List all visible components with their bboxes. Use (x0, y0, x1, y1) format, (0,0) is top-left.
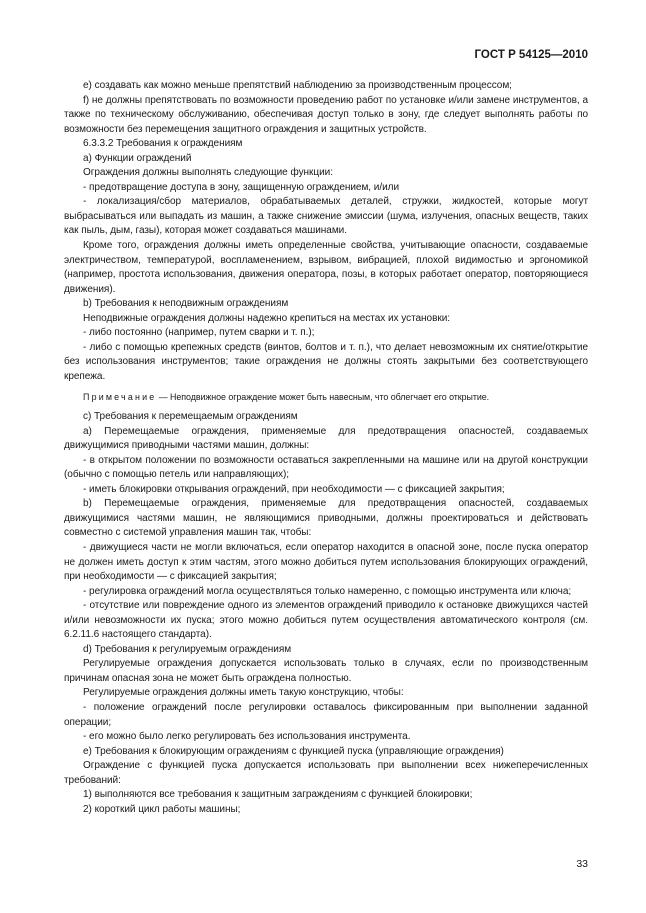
list-item: - положение ограждений после регулировки оставалось фиксированным при выполнении заданной операции; (64, 701, 588, 728)
paragraph: Кроме того, ограждения должны иметь определенные свойства, учитывающие опасности, создаваемые электричеством, температурой, воспламенением, взрывом, вибрацией, плохой видимостью и эргономикой (например, простота использования, движения оператора, позы, в которых работает оператор, повторяющиеся движения). (64, 240, 588, 295)
document-body (64, 79, 588, 817)
list-item: - регулировка ограждений могла осуществляться только намеренно, с помощью инструмента или ключа; (83, 585, 572, 597)
section-heading: 6.3.3.2 Требования к ограждениям (83, 138, 243, 150)
list-item: - локализация/сбор материалов, обрабатываемых деталей, стружки, жидкостей, которые могут выбрасываться или выпадать из машин, а также снижение эмиссии (шума, излучения, опасных веществ, таких как пыль, дым, газы), которая может создаваться машинами. (64, 196, 588, 237)
paragraph: Неподвижные ограждения должны надежно крепиться на местах их установки: (83, 312, 451, 324)
paragraph: Ограждения должны выполнять следующие функции: (83, 167, 333, 179)
subsection-heading: d) Требования к регулируемым ограждениям (83, 643, 292, 655)
list-item: - в открытом положении по возможности оставаться закрепленными на машине или на другой конструкции (обычно с помощью петель или направляющих); (64, 454, 588, 481)
subsection-heading: е) Требования к блокирующим ограждениям с функцией пуска (управляющие ограждения) (83, 745, 504, 757)
list-item: - либо постоянно (например, путем сварки и т. п.); (83, 327, 315, 339)
note-label: Примечание (83, 392, 157, 403)
note (64, 390, 588, 405)
subsection-heading: с) Требования к перемещаемым ограждениям (83, 411, 298, 423)
list-item: - предотвращение доступа в зону, защищенную ограждением, и/или (83, 181, 400, 193)
paragraph: f) не должны препятствовать по возможности проведению работ по установке и/или замене инструментов, а также по техническому обслуживанию, обеспечивая доступ только в зону, где следует выполнять работы по возможности без перемещения защитного ограждения и защитных устройств. (64, 94, 588, 135)
paragraph: Регулируемые ограждения допускается использовать только в случаях, если по производственным причинам опасная зона не может быть ограждена полностью. (64, 658, 588, 684)
paragraph: Регулируемые ограждения должны иметь такую конструкцию, чтобы: (83, 687, 404, 699)
paragraph: е) создавать как можно меньше препятствий наблюдению за производственным процессом; (83, 80, 512, 91)
list-item: - иметь блокировки открывания ограждений, при необходимости — с фиксацией закрытия; (83, 483, 505, 495)
paragraph: Ограждение с функцией пуска допускается использовать при выполнении всех нижеперечисленных требований: (64, 760, 588, 786)
page-number: 33 (576, 858, 588, 870)
paragraph: b) Перемещаемые ограждения, применяемые для предотвращения опасностей, создаваемых движущимися частями машин, не являющимися приводными, должны проектироваться и действовать совместно с системой управления машин так, чтобы: (64, 498, 588, 539)
note-text: — Неподвижное ограждение может быть навесным, что облегчает его открытие. (156, 392, 490, 403)
numbered-item: 2) короткий цикл работы машины; (83, 803, 241, 815)
list-item: - его можно было легко регулировать без использования инструмента. (83, 731, 411, 743)
subsection-heading: а) Функции ограждений (83, 152, 192, 164)
paragraph: а) Перемещаемые ограждения, применяемые для предотвращения опасностей, создаваемых движущимися приводными частями машин, должны: (64, 425, 588, 452)
list-item: - движущиеся части не могли включаться, если оператор находится в опасной зоне, после пуска оператор не должен иметь доступ к этим частям, этого можно добиться путем использования блокирующих ограждений, при необходимости — с фиксацией закрытия; (64, 541, 588, 583)
document-header: ГОСТ Р 54125—2010 (474, 49, 588, 61)
subsection-heading: b) Требования к неподвижным ограждениям (83, 298, 289, 310)
list-item: - отсутствие или повреждение одного из элементов ограждений приводило к остановке движущихся частей и/или невозможности их пуска; этого можно добиться путем осуществления автоматического контроля (см. 6.2.11.6 настоящего стандарта). (64, 600, 588, 641)
list-item: - либо с помощью крепежных средств (винтов, болтов и т. п.), что делает невозможным их снятие/открытие без использования инструментов; такие ограждения не должны стоять закрытыми без соответствующего крепежа. (64, 341, 588, 382)
numbered-item: 1) выполняются все требования к защитным заграждениям с функцией блокировки; (83, 789, 473, 801)
